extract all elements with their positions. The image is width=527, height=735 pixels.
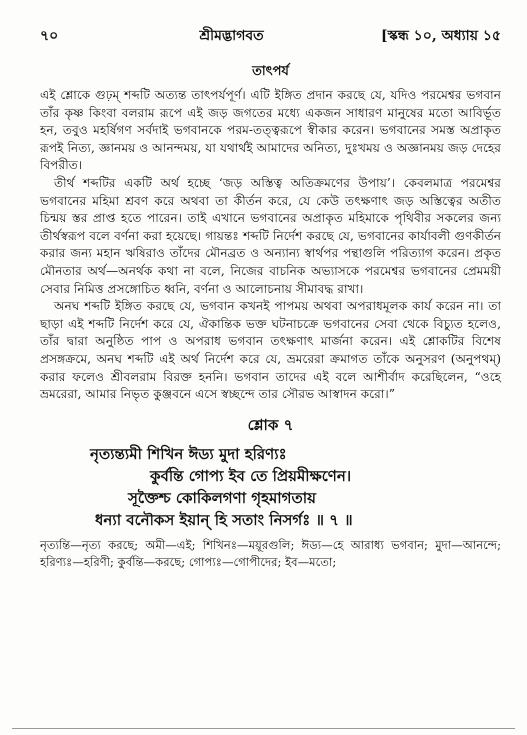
purport-paragraph-3: অনঘ শব্দটি ইঙ্গিত করছে যে, ভগবান কখনই পাপময় অথবা অপরাধমূলক কার্য করেন না। তা ছাড়া এই শব্দটি নির্দেশ করে যে, ঐকান্তিক ভক্ত ঘটনাচক্রে ভগবানের সেবা থেকে বিচ্যুত হলেও, তাঁর দ্বারা অনুষ্ঠিত পাপ ও অপরাধ ভগবান তৎক্ষণাৎ মার্জনা করেন। এই শ্লোকটির বিশেষ প্রসঙ্গক্রমে, অনঘ শব্দটি এই অর্থ নির্দেশ করে যে, ভ্রমরেরা ক্রমাগত তাঁকে অনুসরণ (অনুপথম্‌) করার ফলেও শ্রীবলরাম বিরক্ত হননি। ভগবান তাদের এই বলে আশীর্বাদ করেছিলেন, “ওহে ভ্রমরেরা, আমার নিভৃত কুঞ্জবনে এসে স্বচ্ছন্দে তার সৌরভ আস্বাদন করো।” [40, 299, 501, 402]
page-header [40, 24, 501, 48]
page-number: ৭০ [40, 28, 59, 44]
book-title: শ্রীমদ্ভাগবত [199, 28, 264, 44]
verse-heading: শ্লোক ৭ [247, 415, 294, 434]
verse-line-1: নৃত্যন্ত্যমী শিখিন ঈড্য মুদা হরিণ্যঃ [90, 444, 287, 463]
page-bottom-rule [12, 728, 515, 729]
verse-line-4: ধন্যা বনৌকস ইয়ান্‌ হি সতাং নিসর্গঃ ॥ ৭ ॥ [95, 510, 353, 529]
verse-line-2: কুর্বন্তি গোপ্য ইব তে প্রিয়মীক্ষণেন। [150, 466, 352, 485]
chapter-reference: [স্কন্ধ ১০, অধ্যায় ১৫ [381, 28, 501, 44]
word-synonyms: নৃত্যন্তি—নৃত্য করছে; অমী—এই; শিখিনঃ—ময়ূরগুলি; ঈড্য—হে আরাধ্য ভগবান; মুদা—আনন্দে; হরিণ্যঃ—হরিণী; কুর্বন্তি—করছে; গোপ্যঃ—গোপীদের; ইব—মতো; [40, 537, 501, 570]
purport-paragraph-1: এই শ্লোকে গুঢ়ম্‌ শব্দটি অত্যন্ত তাৎপর্যপূর্ণ। এটি ইঙ্গিত প্রদান করছে যে, যদিও পরমেশ্বর ভগবান তাঁর কৃষ্ণ কিংবা বলরাম রূপে এই জড় জগতের মধ্যে একজন সাধারণ মানুষের মতো আবির্ভূত হন, তবুও মহর্ষিগণ সর্বদাই ভগবানকে পরম-তত্ত্বরূপে স্বীকার করেন। ভগবানের সমস্ত অপ্রাকৃত রূপই নিত্য, জ্ঞানময় ও আনন্দময়, যা যথার্থই আমাদের অনিত্য, দুঃখময় ও অজ্ঞানময় জড় দেহের বিপরীত। [40, 88, 501, 173]
purport-heading: তাৎপর্য [252, 64, 289, 79]
verse-line-3: সূক্তৈশ্চ কোকিলগণা গৃহমাগতায় [128, 488, 316, 507]
purport-paragraph-2: তীর্থ শব্দটির একটি অর্থ হচ্ছে ‘জড় অস্তিত্ব অতিক্রমণের উপায়’। কেবলমাত্র পরমেশ্বর ভগবানের মহিমা শ্রবণ করে অথবা তা কীর্তন করে, যে কেউ তৎক্ষণাৎ জড় অস্তিত্বের অতীত চিন্ময় স্তর প্রাপ্ত হতে পারেন। তাই এখানে ভগবানের অপ্রাকৃত মহিমাকে পৃথিবীর সকলের জন্য তীর্থস্বরূপ বলে বর্ণনা করা হয়েছে। গায়ন্তঃ শব্দটি নির্দেশ করছে যে, ভগবানের কার্যাবলী গুণকীর্তন করার জন্য মহান ঋষিরাও তাঁদের মৌনব্রত ও অন্যান্য স্বার্থপর পন্থাগুলি পরিত্যাগ করেন। প্রকৃত মৌনতার অর্থ—অনর্থক কথা না বলে, নিজের বাচনিক অভ্যাসকে পরমেশ্বর ভগবানের প্রেমময়ী সেবার নিমিত্ত প্রসঙ্গোচিত ধ্বনি, বর্ণনা ও আলোচনায় সীমাবদ্ধ রাখা। [40, 175, 501, 296]
